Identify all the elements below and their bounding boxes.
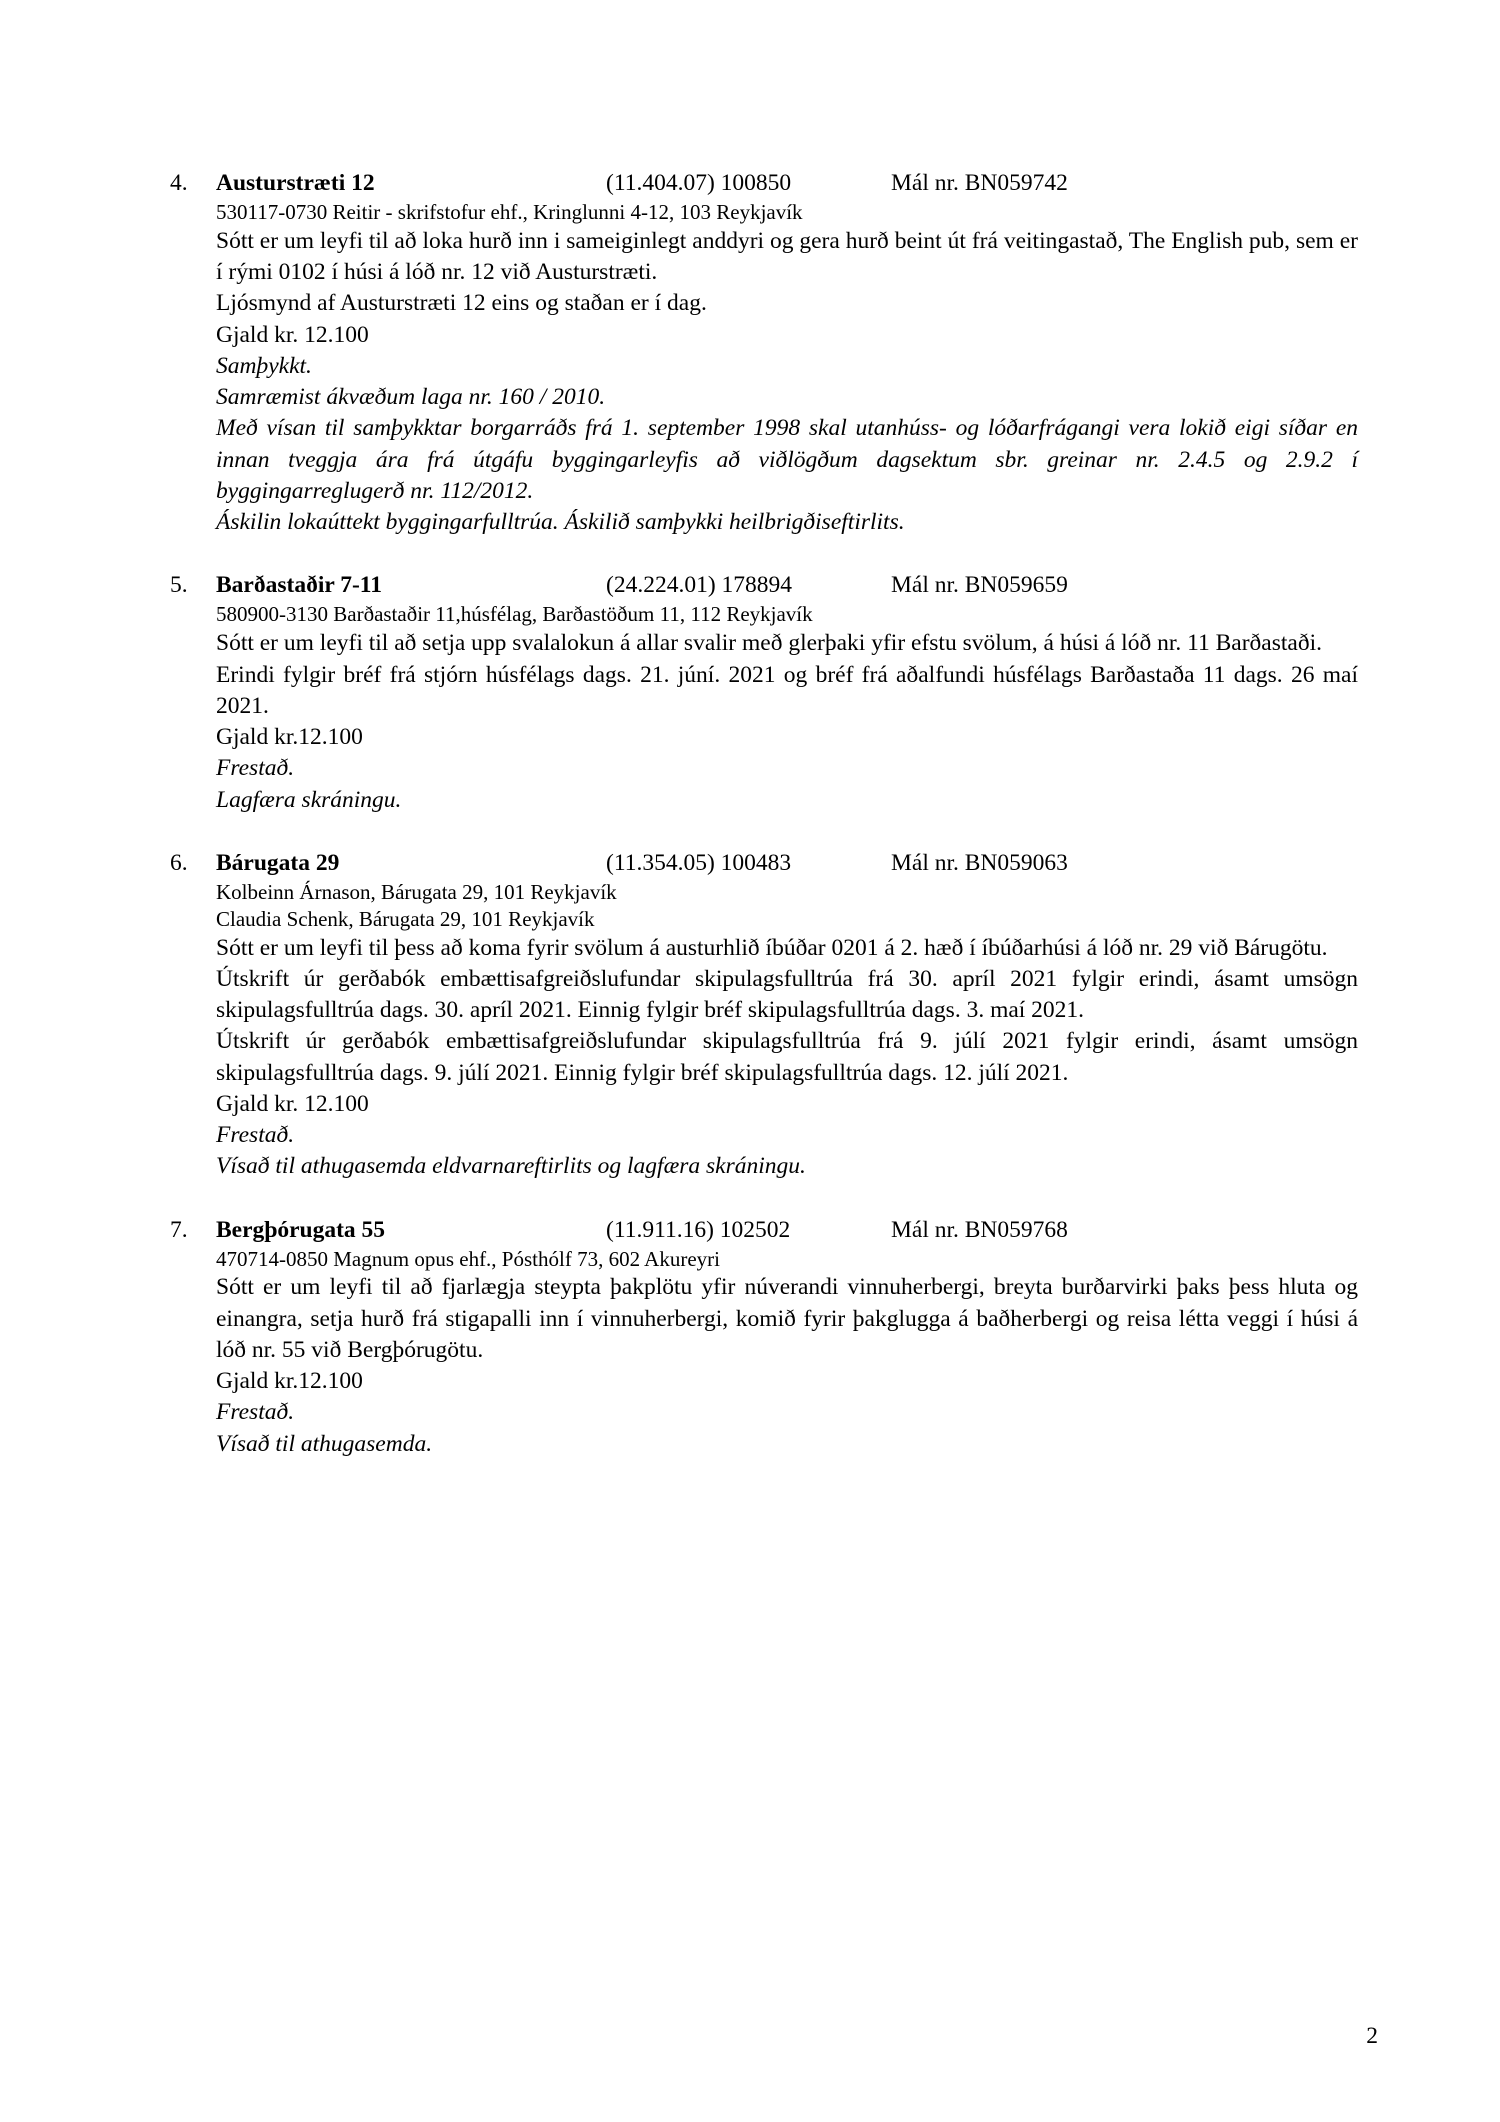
entry-header: [170, 850, 1380, 877]
entry-fee: Gjald kr.12.100: [216, 1368, 363, 1395]
entry-note: Vísað til athugasemda eldvarnareftirlits og lagfæra skráningu.: [216, 1153, 806, 1180]
agenda-entry: [120, 170, 1380, 538]
entry-title: Bergþórugata 55: [216, 1216, 386, 1243]
page-number: 2: [1366, 2023, 1378, 2049]
entry-body: [216, 1246, 1358, 1460]
entry-case-number: Mál nr. BN059063: [891, 849, 1068, 876]
entry-header: [170, 1217, 1380, 1244]
entry-case-number: Mál nr. BN059768: [891, 1216, 1068, 1243]
entry-case-number: Mál nr. BN059742: [891, 170, 1068, 196]
entry-paragraph: Sótt er um leyfi til að fjarlægja steypta þakplötu yfir núverandi vinnuherbergi, breyta burðarvirki þaks þess hluta og einangra, setja hurð frá stigapalli inn í vinnuherbergi, komið fyrir þakglugga á baðherbergi og reisa létta veggi í húsi á lóð nr. 55 við Bergþórugötu.: [216, 1274, 1358, 1363]
entry-owner: 470714-0850 Magnum opus ehf., Pósthólf 73, 602 Akureyri: [216, 1246, 720, 1271]
entry-header: [170, 572, 1380, 599]
agenda-entry: [120, 572, 1380, 815]
entry-owner: Kolbeinn Árnason, Bárugata 29, 101 Reykjavík: [216, 879, 617, 904]
entry-body: [216, 199, 1358, 538]
entry-legal-note: Með vísan til samþykktar borgarráðs frá 1. september 1998 skal utanhúss- og lóðarfrágangi vera lokið eigi síðar en innan tveggja ára frá útgáfu byggingarleyfis að viðlögðum dagsektum sbr. greinar nr. 2.4.5 og 2.9.2 í byggingarreglugerð nr. 112/2012.: [216, 415, 1358, 504]
entry-number: 5.: [170, 572, 188, 599]
entry-fee: Gjald kr. 12.100: [216, 321, 369, 348]
agenda-entry: [120, 1217, 1380, 1460]
entry-paragraph: Erindi fylgir bréf frá stjórn húsfélags dags. 21. júní. 2021 og bréf frá aðalfundi húsfélags Barðastaða 11 dags. 26 maí 2021.: [216, 661, 1358, 719]
entry-owner: 580900-3130 Barðastaðir 11,húsfélag, Barðastöðum 11, 112 Reykjavík: [216, 602, 813, 627]
entry-owner: 530117-0730 Reitir - skrifstofur ehf., Kringlunni 4-12, 103 Reykjavík: [216, 200, 803, 224]
entry-legal-note: Áskilin lokaúttekt byggingarfulltrúa. Áskilið samþykki heilbrigðiseftirlits.: [216, 509, 905, 536]
entry-title: Bárugata 29: [216, 849, 340, 876]
entry-number: 6.: [170, 849, 188, 876]
entry-property-code: (11.404.07) 100850: [606, 170, 792, 196]
entry-decision: Frestað.: [216, 1399, 295, 1426]
entry-property-code: (11.354.05) 100483: [606, 849, 792, 876]
entry-body: [216, 879, 1358, 1183]
entry-decision: Frestað.: [216, 755, 295, 782]
entry-property-code: (24.224.01) 178894: [606, 572, 793, 599]
entry-owner-secondary: Claudia Schenk, Bárugata 29, 101 Reykjavík: [216, 906, 595, 931]
entry-note: Vísað til athugasemda.: [216, 1430, 433, 1457]
entry-title: Austurstræti 12: [216, 170, 375, 196]
entry-paragraph: Sótt er um leyfi til að loka hurð inn i sameiginlegt anddyri og gera hurð beint út frá veitingastað, The English pub, sem er í rými 0102 í húsi á lóð nr. 12 við Austurstræti.: [216, 227, 1358, 286]
entry-decision: Frestað.: [216, 1122, 295, 1148]
entry-title: Barðastaðir 7-11: [216, 572, 383, 599]
entry-legal-note: Samræmist ákvæðum laga nr. 160 / 2010.: [216, 384, 606, 411]
entry-paragraph: Útskrift úr gerðabók embættisafgreiðslufundar skipulagsfulltrúa frá 9. júlí 2021 fylgir erindi, ásamt umsögn skipulagsfulltrúa dags. 9. júlí 2021. Einnig fylgir bréf skipulagsfulltrúa dags. 12. júlí 2021.: [216, 1028, 1358, 1086]
entry-paragraph: Sótt er um leyfi til þess að koma fyrir svölum á austurhlið íbúðar 0201 á 2. hæð í íbúðarhúsi á lóð nr. 29 við Bárugötu.: [216, 934, 1328, 961]
entry-property-code: (11.911.16) 102502: [606, 1216, 791, 1243]
entry-body: [216, 601, 1358, 815]
agenda-entry: [120, 850, 1380, 1183]
entry-fee: Gjald kr.12.100: [216, 724, 363, 750]
entry-number: 7.: [170, 1216, 188, 1243]
entry-paragraph: Ljósmynd af Austurstræti 12 eins og staðan er í dag.: [216, 290, 707, 317]
entry-paragraph: Útskrift úr gerðabók embættisafgreiðslufundar skipulagsfulltrúa frá 30. apríl 2021 fylgir erindi, ásamt umsögn skipulagsfulltrúa dags. 30. apríl 2021. Einnig fylgir bréf skipulagsfulltrúa dags. 3. maí 2021.: [216, 965, 1358, 1023]
entry-header: [170, 170, 1380, 197]
entry-paragraph: Sótt er um leyfi til að setja upp svalalokun á allar svalir með glerþaki yfir efstu svölum, á húsi á lóð nr. 11 Barðastaði.: [216, 630, 1322, 657]
entry-fee: Gjald kr. 12.100: [216, 1090, 369, 1117]
entry-note: Lagfæra skráningu.: [216, 786, 402, 813]
entry-case-number: Mál nr. BN059659: [891, 572, 1068, 599]
entry-decision: Samþykkt.: [216, 352, 312, 379]
entry-number: 4.: [170, 170, 188, 196]
